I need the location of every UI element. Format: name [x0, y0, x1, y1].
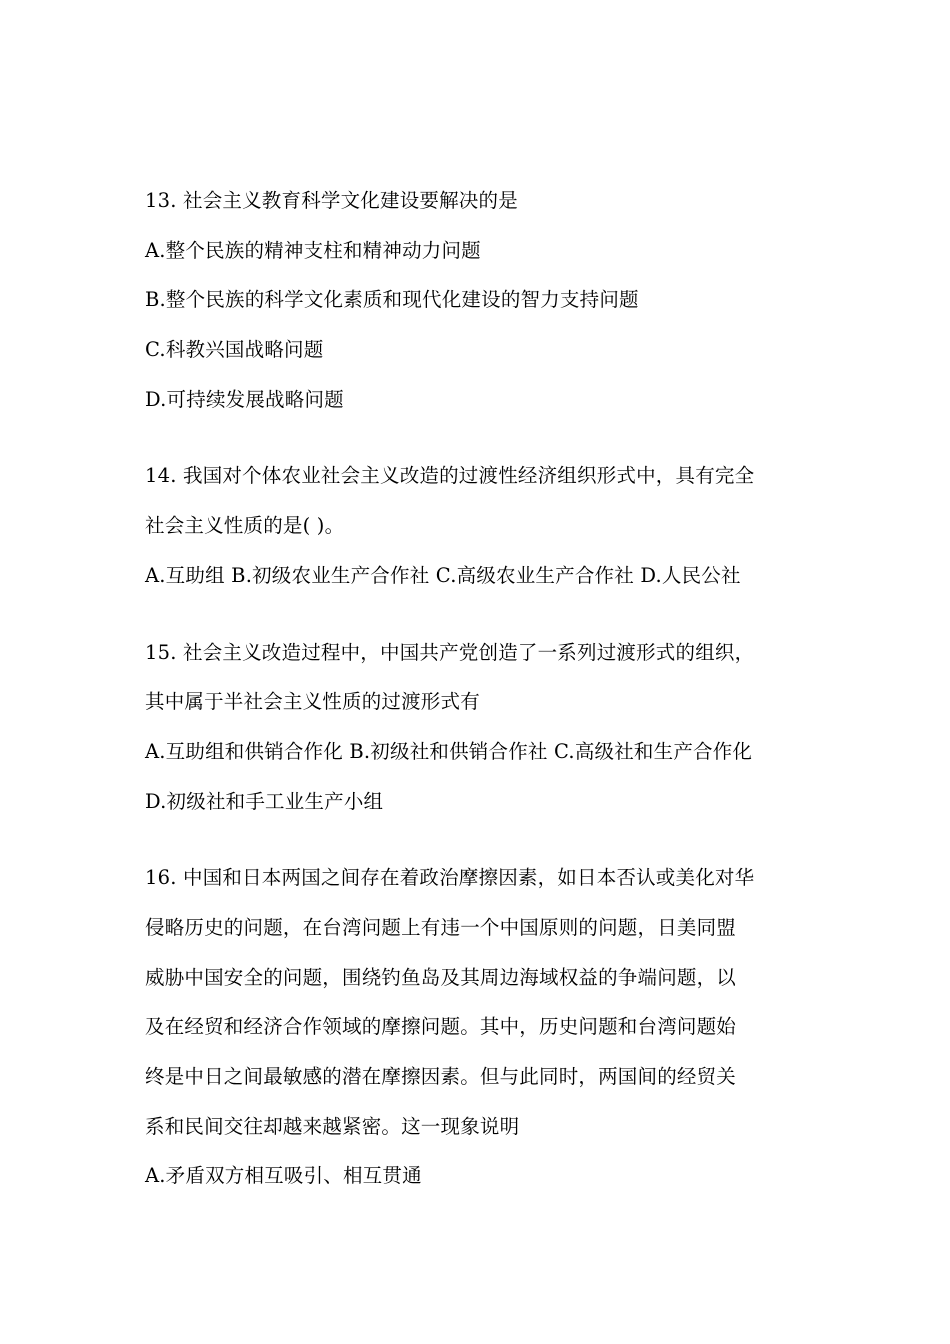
option-a: A.矛盾双方相互吸引、相互贯通 — [145, 1164, 422, 1188]
question-text: 15. 社会主义改造过程中，中国共产党创造了一系列过渡形式的组织， — [145, 640, 755, 664]
question-text: 侵略历史的问题，在台湾问题上有违一个中国原则的问题，日美同盟 — [145, 915, 737, 939]
question-text: 及在经贸和经济合作领域的摩擦问题。其中，历史问题和台湾问题始 — [145, 1015, 737, 1039]
option-b: B.整个民族的科学文化素质和现代化建设的智力支持问题 — [145, 288, 639, 312]
question-text: 系和民间交往却越来越紧密。这一现象说明 — [145, 1114, 520, 1138]
question-text: 社会主义性质的是( )。 — [145, 514, 345, 538]
question-text: 16. 中国和日本两国之间存在着政治摩擦因素，如日本否认或美化对华 — [145, 866, 755, 890]
question-16 — [145, 853, 810, 1201]
option-d: D.初级社和手工业生产小组 — [145, 789, 384, 813]
question-text: 13. 社会主义教育科学文化建设要解决的是 — [145, 189, 518, 212]
question-text: 14. 我国对个体农业社会主义改造的过渡性经济组织形式中，具有完全 — [145, 464, 755, 488]
question-14 — [145, 451, 810, 600]
question-15 — [145, 628, 810, 827]
options-line: A.互助组 B.初级农业生产合作社 C.高级农业生产合作社 D.人民公社 — [145, 563, 741, 587]
question-text: 终是中日之间最敏感的潜在摩擦因素。但与此同时，两国间的经贸关 — [145, 1065, 737, 1088]
spacer — [145, 601, 810, 628]
options-line: A.互助组和供销合作化 B.初级社和供销合作社 C.高级社和生产合作化 — [145, 739, 753, 763]
document-page — [145, 176, 810, 1201]
option-a: A.整个民族的精神支柱和精神动力问题 — [145, 238, 481, 262]
spacer — [145, 424, 810, 451]
question-text: 威胁中国安全的问题，围绕钓鱼岛及其周边海域权益的争端问题，以 — [145, 965, 737, 989]
option-c: C.科教兴国战略问题 — [145, 338, 324, 362]
spacer — [145, 826, 810, 853]
option-d: D.可持续发展战略问题 — [145, 387, 344, 411]
question-text: 其中属于半社会主义性质的过渡形式有 — [145, 690, 480, 714]
question-13 — [145, 176, 810, 424]
